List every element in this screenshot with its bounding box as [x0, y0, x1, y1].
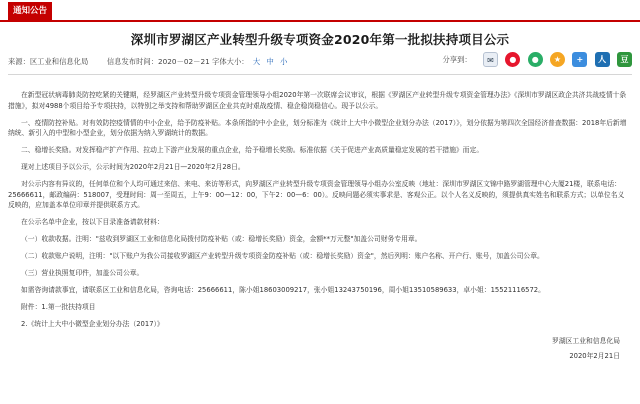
- date-label: 信息发布时间：: [106, 57, 158, 66]
- mail-icon[interactable]: ✉: [483, 52, 498, 67]
- body-paragraph: 一、疫情防控补贴。对有效防控疫情情的中小企业，给予防疫补贴。本条所指的中小企业，划分标准为《统计上大中小微型企业划分办法（2017）》，划分依据为第四次全国经济普查数据：2018年后新增纳统、新引入的中型和小型企业，划分依据为纳入罗湖统计的数据。: [8, 118, 627, 137]
- douban-icon[interactable]: 豆: [617, 52, 632, 67]
- weibo-icon[interactable]: ●: [505, 52, 520, 67]
- source-value: 区工业和信息化局: [29, 57, 89, 66]
- source-label: 来源：: [8, 57, 30, 66]
- body-paragraph: 如需咨询请款事宜，请联系区工业和信息化局，咨询电话：25666611，陈小姐18603009217，张小姐13243750196，周小姐13510589633，卓小姐：15521116572。: [21, 286, 545, 294]
- article-title: 深圳市罗湖区产业转型升级专项资金2020年第一批拟扶持项目公示: [130, 32, 510, 47]
- category-tag[interactable]: 通知公告: [8, 2, 52, 20]
- share-label: 分享到：: [442, 54, 472, 64]
- date-value: 2020－02－21: [158, 57, 210, 66]
- wechat-icon[interactable]: ●: [528, 52, 543, 67]
- body-paragraph: 在公示名单中企业，按以下目录准备请款材料：: [21, 218, 164, 226]
- attachment-item[interactable]: 附件：1.第一批扶持项目: [21, 303, 96, 311]
- qzone-icon[interactable]: ★: [550, 52, 565, 67]
- renren-icon[interactable]: 人: [595, 52, 610, 67]
- body-paragraph: （二）收款账户说明，注明："以下账户为我公司接收罗湖区产业转型升级专项资金防疫补贴（或：稳增长奖励）资金"，然后列明：账户名称、开户行、账号，加盖公司公章。: [21, 252, 544, 260]
- plus-icon[interactable]: +: [572, 52, 587, 67]
- article-meta-bar: [8, 52, 632, 72]
- body-paragraph: 在新型冠状病毒肺炎防控吃紧的关键期，经罗湖区产业转型升级专项资金管理领导小组2020年第一次联席会议审议，根据《罗湖区产业转型升级专项资金管理办法》《深圳市罗湖区政企共济共战疫情十条措施》，拟对4988个项目给予专项扶持，以特别之举支持和帮助罗湖区企业共克时艰战疫情、稳企稳岗稳信心。现予以公示。: [8, 91, 627, 110]
- attachment-item[interactable]: 2.《统计上大中小微型企业划分办法（2017）》: [21, 320, 164, 328]
- fontsize-label: 字体大小：: [212, 57, 249, 66]
- article-body: [8, 90, 628, 365]
- share-bar: [443, 52, 632, 72]
- signature-org: 罗湖区工业和信息化局: [552, 337, 620, 345]
- category-bar: [0, 0, 640, 22]
- article-meta: [8, 57, 289, 67]
- body-paragraph: （一）收款收据。注明："兹收到罗湖区工业和信息化局拨付防疫补贴（或：稳增长奖励）资金，金额**万元整"加盖公司财务专用章。: [21, 235, 422, 243]
- body-paragraph: 现对上述项目予以公示，公示时间为2020年2月21日—2020年2月28日。: [21, 163, 245, 171]
- meta-divider: [8, 74, 632, 75]
- signature-date: 2020年2月21日: [569, 351, 620, 360]
- body-paragraph: 对公示内容有异议的，任何单位和个人均可通过来信、来电、来访等形式，向罗湖区产业转型升级专项资金管理领导小组办公室反映（地址：深圳市罗湖区文锦中路罗湖管理中心大厦21楼，联系电话：25666611，邮政编码：518007，受理时间：周一至周五，上午9：00—12：00，下午2：00—6：00）。反映问题必须实事求是、客观公正。以个人名义反映的，须提供真实姓名和联系方式；以单位名义反映的，应加盖本单位印章并提供联系方式。: [8, 180, 625, 209]
- body-paragraph: （三）营业执照复印件，加盖公司公章。: [21, 269, 144, 277]
- body-paragraph: 二、稳增长奖励。对发挥稳产扩产作用、拉动上下游产业发展的重点企业，给予稳增长奖励。标准依据《关于促进产业高质量稳定发展的若干措施》而定。: [21, 146, 484, 154]
- font-size-small-link[interactable]: 小: [280, 57, 288, 66]
- font-size-medium-link[interactable]: 中: [266, 57, 274, 66]
- font-size-large-link[interactable]: 大: [252, 57, 261, 66]
